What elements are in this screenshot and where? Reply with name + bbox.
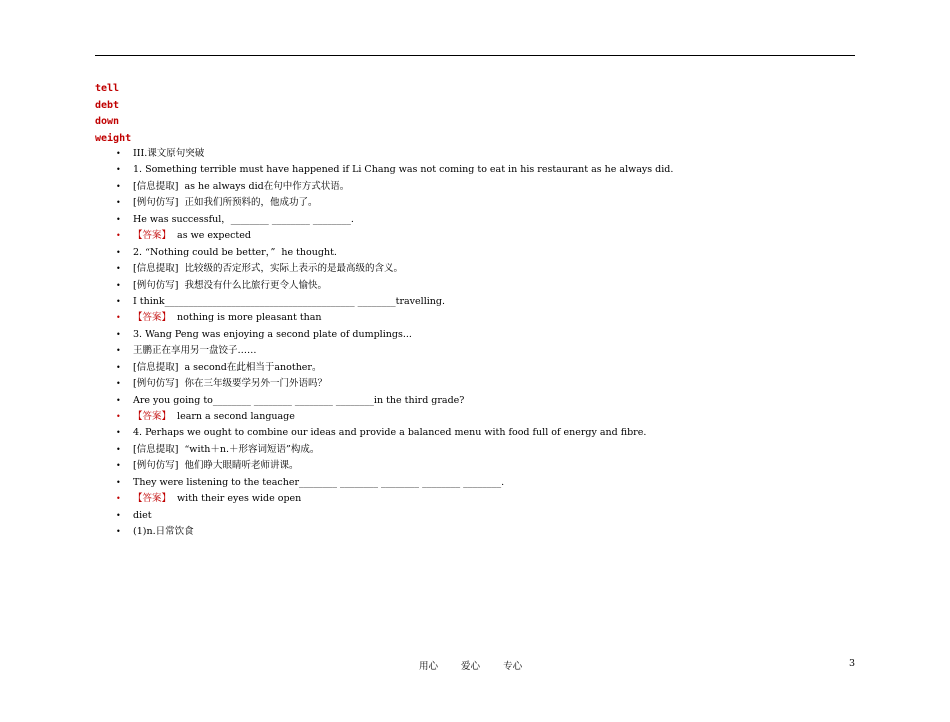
answer-word: tell (95, 83, 120, 94)
line-text: as we expected (171, 230, 251, 242)
footer-item: 用心 (419, 661, 439, 672)
bullet-icon: • (116, 395, 121, 405)
line-text: [例句仿写] 我想没有什么比旅行更令人愉快。 (133, 279, 327, 291)
line-text: nothing is more pleasant than (171, 312, 322, 324)
line-text: diet (133, 509, 152, 521)
bullet-line (116, 393, 836, 409)
bullet-line (116, 212, 836, 228)
bullet-icon: • (116, 264, 121, 274)
answer-tag: 【答案】 (133, 493, 172, 505)
line-text: [例句仿写] 他们睁大眼睛听老师讲课。 (133, 460, 299, 472)
answer-tag: 【答案】 (133, 230, 172, 242)
bullet-icon: • (116, 231, 121, 241)
line-text: learn a second language (171, 411, 295, 422)
bullet-line (116, 294, 836, 310)
line-text: III.课文原句突破 (133, 148, 205, 159)
bullet-icon: • (116, 214, 121, 224)
line-text: [信息提取] 比较级的否定形式，实际上表示的是最高级的含义。 (133, 263, 403, 275)
line-text: with their eyes wide open (171, 493, 302, 505)
answer-line (116, 310, 836, 326)
bullet-line (116, 179, 836, 195)
answer-line (116, 228, 836, 244)
answer-word: down (95, 116, 120, 127)
bullet-line (116, 442, 836, 458)
line-text: 王鹏正在享用另一盘饺子…… (133, 345, 257, 357)
bullet-icon: • (116, 296, 121, 306)
bullet-line (116, 146, 836, 162)
bullet-icon: • (116, 428, 121, 438)
line-text: (1)n.日常饮食 (133, 526, 194, 538)
footer-item: 爱心 (461, 661, 481, 672)
line-text: [信息提取] “with＋n.＋形容词短语”构成。 (133, 443, 320, 455)
answer-word: weight (95, 132, 132, 144)
line-text: Are you going to________ ________ ________ ________in the third grade? (133, 394, 465, 406)
bullet-line (116, 360, 836, 376)
bullet-line (116, 343, 836, 359)
bullet-icon: • (116, 346, 121, 356)
bullet-icon: • (116, 527, 121, 537)
bullet-icon: • (116, 247, 121, 257)
page-number: 3 (849, 658, 856, 669)
bullet-line (116, 458, 836, 474)
line-text: [信息提取] as he always did在句中作方式状语。 (133, 180, 350, 192)
line-text: 3. Wang Peng was enjoying a second plate of dumplings... (133, 328, 412, 340)
bullet-line (116, 508, 836, 524)
bullet-line (116, 195, 836, 211)
footer-motto (419, 658, 542, 672)
bullet-icon: • (116, 181, 121, 191)
bullet-line (116, 245, 836, 261)
line-text: [信息提取] a second在此相当于another。 (133, 361, 322, 373)
bullet-icon: • (116, 165, 121, 175)
answer-tag: 【答案】 (133, 411, 172, 422)
answer-word: debt (95, 99, 120, 111)
footer-item: 专心 (503, 661, 523, 672)
answer-word-list (95, 81, 131, 147)
page-footer (0, 658, 950, 672)
line-text: They were listening to the teacher________ ________ ________ ________ ________. (133, 476, 505, 488)
bullet-icon: • (116, 362, 121, 372)
line-text: I think________________________________________ ________travelling. (133, 295, 445, 307)
bullet-line (116, 261, 836, 277)
line-text: 4. Perhaps we ought to combine our ideas and provide a balanced menu with food full of energy and fibre. (133, 427, 647, 439)
bullet-icon: • (116, 329, 121, 339)
bullet-icon: • (116, 149, 121, 158)
bullet-icon: • (116, 510, 121, 520)
bullet-icon: • (116, 444, 121, 454)
line-text: [例句仿写] 你在三年级要学另外一门外语吗？ (133, 378, 327, 390)
answer-line (116, 409, 836, 425)
bullet-icon: • (116, 379, 121, 389)
bullet-line (116, 425, 836, 441)
line-text: He was successful，________ ________ ________. (133, 213, 354, 225)
bullet-list (116, 146, 836, 541)
bullet-line (116, 327, 836, 343)
bullet-icon: • (116, 461, 121, 471)
bullet-icon: • (116, 494, 121, 504)
bullet-line (116, 376, 836, 392)
bullet-icon: • (116, 313, 121, 323)
answer-tag: 【答案】 (133, 312, 172, 324)
bullet-line (116, 524, 836, 540)
header-rule (95, 55, 855, 56)
bullet-icon: • (116, 412, 121, 421)
line-text: 2. “Nothing could be better，” he thought. (133, 246, 337, 258)
bullet-icon: • (116, 198, 121, 208)
answer-line (116, 491, 836, 507)
bullet-line (116, 162, 836, 178)
bullet-icon: • (116, 477, 121, 487)
line-text: 1. Something terrible must have happened if Li Chang was not coming to eat in his restaurant as he always did. (133, 164, 674, 176)
bullet-line (116, 278, 836, 294)
bullet-icon: • (116, 280, 121, 290)
bullet-line (116, 475, 836, 491)
line-text: [例句仿写] 正如我们所预料的，他成功了。 (133, 197, 318, 209)
